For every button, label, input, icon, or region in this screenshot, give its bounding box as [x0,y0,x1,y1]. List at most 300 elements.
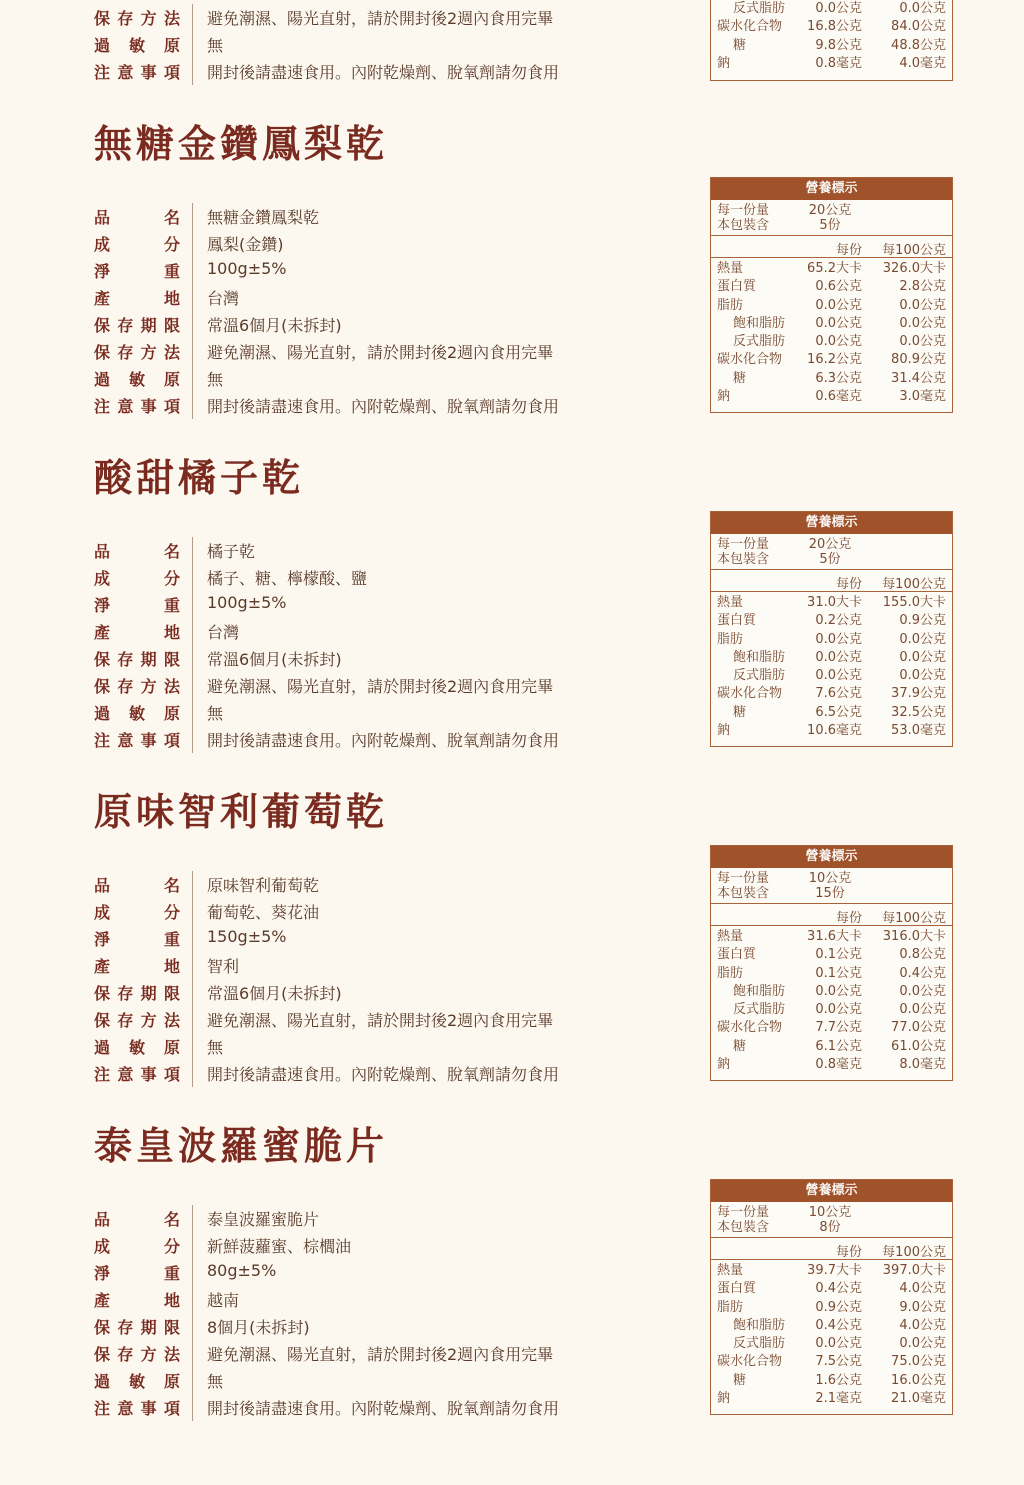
spec-label-char: 方 [140,343,157,362]
per-serving-header: 每份 [835,243,862,258]
spec-label-char: 分 [163,235,180,254]
spec-row-weight [94,925,654,952]
spec-label-char: 存 [117,343,134,362]
spec-label-char: 保 [94,1011,111,1030]
spec-value-weight: 100g±5% [207,259,287,278]
spec-label-char: 敏 [128,1372,145,1391]
spec-divider [192,284,193,311]
serving-size-label: 每一份量 [717,537,770,552]
nutrient-name: 鈉 [717,389,731,405]
spec-value-allergen: 無 [207,704,224,723]
spec-label-char: 淨 [94,596,111,615]
spec-row-notes [94,392,654,419]
nutrient-name: 熱量 [717,261,744,276]
spec-label-char: 項 [163,63,180,82]
spec-row-allergen [94,699,654,726]
serving-size-value: 10公克 [808,871,852,886]
per-serving-value: 1.6公克 [815,1372,862,1388]
per-100g-value: 4.0毫克 [899,55,946,71]
per-serving-value: 16.2公克 [807,352,862,368]
per-100g-value: 9.0公克 [899,1299,946,1315]
per-100g-value: 61.0公克 [891,1038,946,1054]
spec-row-allergen [94,1033,654,1060]
spec-divider [192,1232,193,1259]
spec-label-char: 產 [94,623,111,642]
spec-value-name: 無糖金鑽鳳梨乾 [207,208,320,227]
spec-row-storage [94,1340,654,1367]
spec-label [94,1342,180,1365]
nutrient-name: 反式脂肪 [733,334,786,350]
spec-row-ingredients [94,564,654,591]
nutrition-row-sodium [711,1056,952,1074]
spec-value-ingredients: 新鮮菠蘿蜜、棕櫚油 [207,1237,352,1256]
spec-label-char: 保 [94,316,111,335]
spec-label-char: 過 [94,1372,111,1391]
spec-label-char: 過 [94,704,111,723]
spec-row-shelf-life [94,311,654,338]
nutrition-row-sugar [711,1372,952,1390]
spec-row-weight [94,1259,654,1286]
spec-row-origin [94,952,654,979]
spec-row-notes [94,1060,654,1087]
spec-row-ingredients [94,898,654,925]
per-100g-value: 0.0公克 [899,668,946,684]
servings-value: 8份 [819,1220,841,1235]
spec-label-char: 存 [117,9,134,28]
serving-size-label: 每一份量 [717,1205,770,1220]
spec-label [94,1261,180,1284]
spec-label-char: 存 [117,650,134,669]
per-100g-value: 397.0大卡 [882,1263,946,1278]
per-100g-value: 4.0公克 [899,1317,946,1333]
nutrition-row-protein [711,612,952,630]
spec-divider [192,952,193,979]
spec-label-char: 重 [163,1264,180,1283]
spec-row-storage [94,338,654,365]
nutrient-name: 飽和脂肪 [733,649,786,665]
spec-divider [192,898,193,925]
spec-divider [192,1367,193,1394]
spec-label-char: 原 [163,1372,180,1391]
spec-label [94,232,180,255]
per-100g-value: 0.9公克 [899,613,946,629]
spec-row-allergen [94,365,654,392]
spec-label-char: 項 [163,731,180,750]
spec-label-char: 意 [117,731,134,750]
spec-table [94,203,654,419]
nutrition-row-trans-fat [711,1335,952,1353]
spec-label-char: 重 [163,262,180,281]
spec-label [94,1396,180,1419]
nutrient-name: 熱量 [717,929,744,944]
nutrition-serving [711,1202,952,1238]
per-serving-value: 39.7大卡 [807,1263,862,1278]
spec-label [94,566,180,589]
spec-divider [192,1060,193,1087]
spec-value-notes: 開封後請盡速食用。內附乾燥劑、脫氧劑請勿食用 [207,63,560,82]
spec-value-name: 原味智利葡萄乾 [207,876,320,895]
nutrient-name: 反式脂肪 [733,1336,786,1352]
spec-value-weight: 100g±5% [207,593,287,612]
nutrition-row-protein [711,946,952,964]
spec-label-char: 保 [94,343,111,362]
per-100g-value: 2.8公克 [899,279,946,295]
spec-label-char: 成 [94,1237,111,1256]
spec-label-char: 保 [94,1318,111,1337]
nutrition-header: 營養標示 [711,178,952,200]
spec-label [94,927,180,950]
per-100g-header: 每100公克 [882,243,946,258]
nutrition-row-carbs [711,1353,952,1371]
spec-label-char: 分 [163,569,180,588]
per-100g-header: 每100公克 [882,911,946,926]
spec-label-char: 產 [94,957,111,976]
spec-value-weight: 150g±5% [207,927,287,946]
spec-label [94,620,180,643]
per-100g-value: 0.0公克 [899,1,946,16]
nutrition-row-sat-fat [711,315,952,333]
spec-divider [192,1033,193,1060]
spec-table [94,1205,654,1421]
spec-row-allergen [94,31,654,58]
per-100g-value: 53.0毫克 [891,723,946,739]
per-serving-value: 0.0公克 [815,334,862,350]
nutrient-name: 碳水化合物 [717,686,783,702]
per-serving-value: 65.2大卡 [807,261,862,276]
spec-label [94,1062,180,1085]
spec-divider [192,645,193,672]
spec-label-char: 保 [94,1345,111,1364]
spec-value-name: 橘子乾 [207,542,256,561]
spec-label-char: 項 [163,1065,180,1084]
spec-divider [192,1340,193,1367]
spec-label-char: 品 [94,876,111,895]
spec-divider [192,925,193,952]
nutrition-row-energy [711,260,952,278]
per-100g-value: 0.0公克 [899,315,946,331]
partial-spec-table [94,4,654,85]
spec-label-char: 分 [163,1237,180,1256]
spec-label [94,394,180,417]
spec-label [94,701,180,724]
per-100g-value: 3.0毫克 [899,389,946,405]
nutrition-rows [711,1260,952,1408]
per-serving-value: 6.3公克 [815,370,862,386]
product-title: 泰皇波羅蜜脆片 [94,1124,389,1168]
spec-value-notes: 開封後請盡速食用。內附乾燥劑、脫氧劑請勿食用 [207,731,560,750]
servings-label: 本包裝含 [717,218,770,233]
spec-label-char: 地 [163,623,180,642]
per-100g-value: 0.8公克 [899,947,946,963]
spec-label-char: 注 [94,1065,111,1084]
spec-row-shelf-life [94,979,654,1006]
spec-label-char: 品 [94,1210,111,1229]
per-serving-value: 0.0公克 [815,297,862,313]
spec-divider [192,31,193,58]
spec-row-ingredients [94,230,654,257]
spec-row-shelf-life [94,1313,654,1340]
spec-label-char: 方 [140,9,157,28]
nutrition-row-trans-fat [711,1001,952,1019]
spec-divider [192,1205,193,1232]
spec-label-char: 成 [94,569,111,588]
spec-label-char: 地 [163,289,180,308]
servings-value: 15份 [815,886,845,901]
spec-label-char: 保 [94,984,111,1003]
spec-label-char: 過 [94,370,111,389]
per-100g-value: 0.0公克 [899,334,946,350]
per-serving-value: 0.8毫克 [815,1057,862,1073]
per-serving-header: 每份 [835,577,862,592]
spec-label-char: 期 [140,650,157,669]
per-100g-value: 8.0毫克 [899,1057,946,1073]
nutrient-name: 糖 [733,704,747,720]
spec-label-char: 法 [163,9,180,28]
nutrition-column-header [711,1238,952,1260]
nutrition-rows [711,258,952,406]
spec-table [94,537,654,753]
nutrient-name: 鈉 [717,1057,731,1073]
spec-label-char: 法 [163,343,180,362]
servings-value: 5份 [819,218,841,233]
spec-row-ingredients [94,1232,654,1259]
nutrition-row [711,0,952,18]
spec-value-storage: 避免潮濕、陽光直射，請於開封後2週內食用完畢 [207,343,554,362]
nutrient-name: 碳水化合物 [717,1354,783,1370]
spec-divider [192,564,193,591]
nutrition-rows [711,592,952,740]
spec-row-notes [94,58,654,85]
spec-value-name: 泰皇波羅蜜脆片 [207,1210,320,1229]
per-serving-value: 0.0公克 [815,631,862,647]
spec-label-char: 地 [163,1291,180,1310]
spec-label-char: 敏 [128,370,145,389]
spec-value-shelf-life: 常溫6個月(未拆封) [207,316,342,335]
spec-divider [192,338,193,365]
spec-label-char: 限 [163,650,180,669]
spec-divider [192,203,193,230]
spec-value-shelf-life: 常溫6個月(未拆封) [207,650,342,669]
spec-label-char: 存 [117,1011,134,1030]
spec-label-char: 名 [163,876,180,895]
spec-label [94,340,180,363]
spec-value-allergen: 無 [207,1372,224,1391]
spec-label-char: 限 [163,984,180,1003]
spec-label [94,900,180,923]
nutrition-row-energy [711,1262,952,1280]
nutrition-header: 營養標示 [711,846,952,868]
spec-label-char: 分 [163,903,180,922]
per-serving-value: 2.1毫克 [815,1391,862,1407]
spec-label-char: 存 [117,1345,134,1364]
nutrition-column-header [711,236,952,258]
per-serving-value: 7.6公克 [815,686,862,702]
per-serving-value: 0.6公克 [815,279,862,295]
per-100g-value: 0.0公克 [899,1002,946,1018]
per-serving-value: 0.4公克 [815,1317,862,1333]
nutrient-name: 糖 [733,37,747,53]
spec-value-ingredients: 鳳梨(金鑽) [207,235,284,254]
per-serving-value: 0.0公克 [815,1336,862,1352]
nutrition-row [711,37,952,55]
nutrition-rows [711,0,952,73]
nutrition-row-sugar [711,1038,952,1056]
spec-label-char: 方 [140,1011,157,1030]
spec-divider [192,699,193,726]
nutrition-row-sat-fat [711,983,952,1001]
per-100g-value: 0.0公克 [899,631,946,647]
spec-label [94,1288,180,1311]
spec-label [94,674,180,697]
per-100g-value: 16.0公克 [891,1372,946,1388]
spec-value-weight: 80g±5% [207,1261,277,1280]
nutrient-name: 飽和脂肪 [733,315,786,331]
spec-label-char: 重 [163,930,180,949]
serving-size-label: 每一份量 [717,871,770,886]
servings-label: 本包裝含 [717,886,770,901]
per-serving-header: 每份 [835,1245,862,1260]
spec-row-name [94,537,654,564]
spec-label-char: 限 [163,1318,180,1337]
nutrient-name: 碳水化合物 [717,19,783,35]
nutrition-column-header [711,904,952,926]
spec-label-char: 意 [117,397,134,416]
per-100g-value: 48.8公克 [891,37,946,53]
spec-label-char: 產 [94,1291,111,1310]
nutrition-row-sat-fat [711,1317,952,1335]
per-serving-value: 0.0公克 [815,649,862,665]
per-serving-value: 10.6毫克 [807,723,862,739]
spec-label-char: 方 [140,677,157,696]
serving-size-value: 20公克 [808,203,852,218]
per-serving-value: 0.1公克 [815,965,862,981]
nutrient-name: 蛋白質 [717,279,757,295]
spec-value-shelf-life: 8個月(未拆封) [207,1318,310,1337]
nutrient-name: 鈉 [717,55,731,71]
spec-label-char: 過 [94,36,111,55]
spec-row-shelf-life [94,645,654,672]
per-100g-value: 326.0大卡 [882,261,946,276]
spec-value-notes: 開封後請盡速食用。內附乾燥劑、脫氧劑請勿食用 [207,1399,560,1418]
spec-label [94,1035,180,1058]
nutrition-header: 營養標示 [711,1180,952,1202]
nutrient-name: 反式脂肪 [733,1,786,16]
serving-size-value: 20公克 [808,537,852,552]
nutrient-name: 糖 [733,1372,747,1388]
spec-value-origin: 智利 [207,957,240,976]
per-100g-value: 31.4公克 [891,370,946,386]
nutrient-name: 蛋白質 [717,1281,757,1297]
spec-label-char: 方 [140,1345,157,1364]
spec-label-char: 成 [94,903,111,922]
per-serving-value: 0.1公克 [815,947,862,963]
spec-label-char: 項 [163,397,180,416]
spec-value-storage: 避免潮濕、陽光直射，請於開封後2週內食用完畢 [207,677,554,696]
per-serving-value: 0.0公克 [815,983,862,999]
product-title: 原味智利葡萄乾 [94,790,389,834]
spec-label-char: 事 [140,1065,157,1084]
spec-row-storage [94,4,654,31]
spec-label [94,539,180,562]
spec-label-char: 保 [94,650,111,669]
spec-label-char: 法 [163,1345,180,1364]
spec-label-char: 淨 [94,930,111,949]
nutrition-row-carbs [711,351,952,369]
spec-row-allergen [94,1367,654,1394]
serving-size-value: 10公克 [808,1205,852,1220]
spec-label [94,6,180,29]
product-title: 無糖金鑽鳳梨乾 [94,122,389,166]
spec-label-char: 事 [140,397,157,416]
spec-row-weight [94,591,654,618]
per-100g-value: 0.0公克 [899,1336,946,1352]
spec-label-char: 存 [117,677,134,696]
spec-label-char: 淨 [94,1264,111,1283]
nutrition-serving [711,534,952,570]
per-serving-value: 6.5公克 [815,704,862,720]
spec-value-notes: 開封後請盡速食用。內附乾燥劑、脫氧劑請勿食用 [207,397,560,416]
spec-label-char: 敏 [128,36,145,55]
spec-label-char: 意 [117,1399,134,1418]
spec-label-char: 原 [163,1038,180,1057]
spec-label [94,1369,180,1392]
spec-label-char: 法 [163,1011,180,1030]
nutrient-name: 蛋白質 [717,613,757,629]
spec-label [94,1234,180,1257]
spec-value-storage: 避免潮濕、陽光直射，請於開封後2週內食用完畢 [207,1011,554,1030]
spec-label-char: 地 [163,957,180,976]
per-100g-value: 80.9公克 [891,352,946,368]
nutrient-name: 碳水化合物 [717,1020,783,1036]
spec-label-char: 存 [117,1318,134,1337]
spec-divider [192,1313,193,1340]
nutrient-name: 飽和脂肪 [733,1317,786,1333]
spec-label-char: 存 [117,316,134,335]
spec-value-notes: 開封後請盡速食用。內附乾燥劑、脫氧劑請勿食用 [207,1065,560,1084]
spec-row-notes [94,726,654,753]
nutrition-serving [711,200,952,236]
nutrient-name: 反式脂肪 [733,668,786,684]
spec-label [94,981,180,1004]
per-serving-value: 0.4公克 [815,1281,862,1297]
spec-label [94,259,180,282]
nutrition-row-fat [711,1299,952,1317]
nutrition-row-energy [711,594,952,612]
nutrition-row-sodium [711,388,952,406]
spec-value-storage: 避免潮濕、陽光直射，請於開封後2週內食用完畢 [207,9,554,28]
spec-label-char: 事 [140,63,157,82]
spec-label [94,205,180,228]
nutrient-name: 鈉 [717,723,731,739]
spec-divider [192,537,193,564]
per-serving-value: 0.0公克 [815,668,862,684]
spec-label-char: 事 [140,1399,157,1418]
spec-label-char: 名 [163,1210,180,1229]
nutrition-row-sugar [711,704,952,722]
nutrition-serving [711,868,952,904]
nutrition-row-trans-fat [711,333,952,351]
nutrient-name: 熱量 [717,595,744,610]
spec-label-char: 原 [163,370,180,389]
spec-label-char: 保 [94,677,111,696]
spec-value-origin: 越南 [207,1291,240,1310]
spec-value-storage: 避免潮濕、陽光直射，請於開封後2週內食用完畢 [207,1345,554,1364]
spec-row-notes [94,1394,654,1421]
per-serving-value: 31.0大卡 [807,595,862,610]
spec-label [94,593,180,616]
spec-label-char: 敏 [128,704,145,723]
serving-size-label: 每一份量 [717,203,770,218]
